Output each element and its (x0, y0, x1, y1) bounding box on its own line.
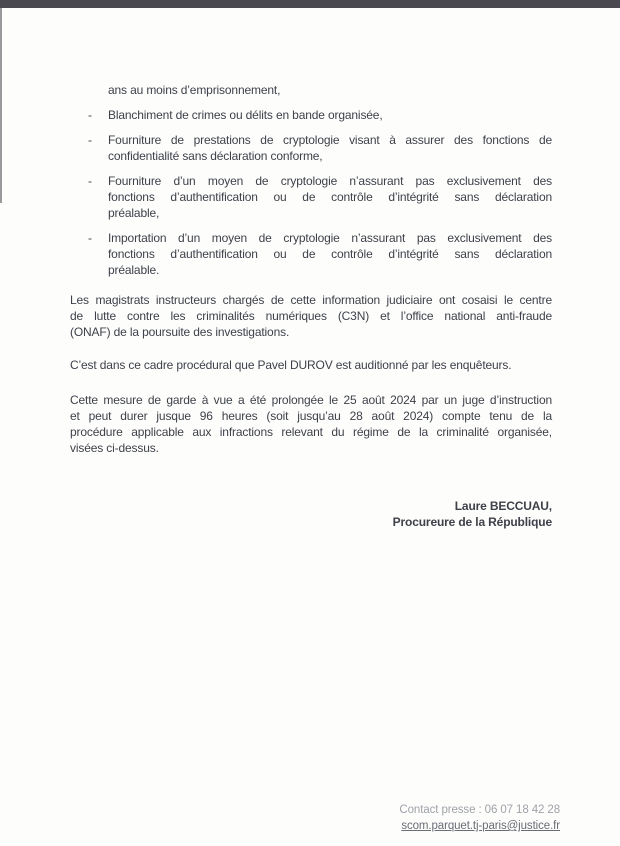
bullet-dash-icon: - (88, 133, 92, 147)
text-line: visées ci-dessus. (70, 441, 159, 455)
text-line: Cette mesure de garde à vue a été prolongée le 25 août 2024 par un juge d’instruction (70, 393, 552, 407)
signatory-title: Procureure de la République (392, 515, 552, 529)
press-contact-block (399, 803, 560, 834)
text-line: C’est dans ce cadre procédural que Pavel DUROV est auditionné par les enquêteurs. (70, 358, 512, 372)
bullet-dash-icon: - (88, 108, 92, 122)
press-email-link[interactable]: scom.parquet.tj-paris@justice.fr (401, 820, 560, 832)
text-line: (ONAF) de la poursuite des investigations. (70, 325, 290, 339)
text-line: procédure applicable aux infractions relevant du régime de la criminalité organisée, (70, 425, 552, 439)
bullet-dash-icon: - (88, 231, 92, 245)
paragraph-investigators (70, 292, 552, 340)
press-contact-phone: Contact presse : 06 07 18 42 28 (399, 804, 560, 816)
text-line: et peut durer jusque 96 heures (soit jusqu’au 28 août 2024) compte tenu de la (70, 409, 552, 423)
text-line: fonctions d’authentification ou de contrôle d’intégrité sans déclaration (108, 247, 552, 261)
signatory-name: Laure BECCUAU, (454, 499, 552, 513)
text-line: ans au moins d’emprisonnement, (108, 83, 281, 97)
list-item (70, 107, 552, 123)
text-line: fonctions d’authentification ou de contrôle d’intégrité sans déclaration (108, 190, 552, 204)
signature-block (70, 498, 552, 530)
text-line: Fourniture d’un moyen de cryptologie n’assurant pas exclusivement des (108, 174, 552, 188)
list-item (70, 173, 552, 221)
document-content (70, 82, 552, 530)
text-line: confidentialité sans déclaration conforme, (108, 149, 323, 163)
text-line: de lutte contre les criminalités numériques (C3N) et l’office national anti-fraude (70, 309, 552, 323)
bullet-dash-icon: - (88, 174, 92, 188)
window-top-edge (0, 0, 620, 8)
list-item (70, 132, 552, 164)
paragraph-custody-extension (70, 392, 552, 456)
text-line: Les magistrats instructeurs chargés de cette information judiciaire ont cosaisi le centre (70, 293, 552, 307)
text-line: Importation d’un moyen de cryptologie n’assurant pas exclusivement des (108, 231, 552, 245)
page-left-edge (0, 8, 2, 203)
offense-list (70, 82, 552, 278)
text-line: Blanchiment de crimes ou délits en bande organisée, (108, 108, 383, 122)
text-line: préalable. (108, 263, 160, 277)
paragraph-durov-hearing (70, 357, 552, 373)
text-line: préalable, (108, 206, 160, 220)
list-item-continuation (70, 82, 552, 98)
list-item (70, 230, 552, 278)
text-line: Fourniture de prestations de cryptologie visant à assurer des fonctions de (108, 133, 552, 147)
